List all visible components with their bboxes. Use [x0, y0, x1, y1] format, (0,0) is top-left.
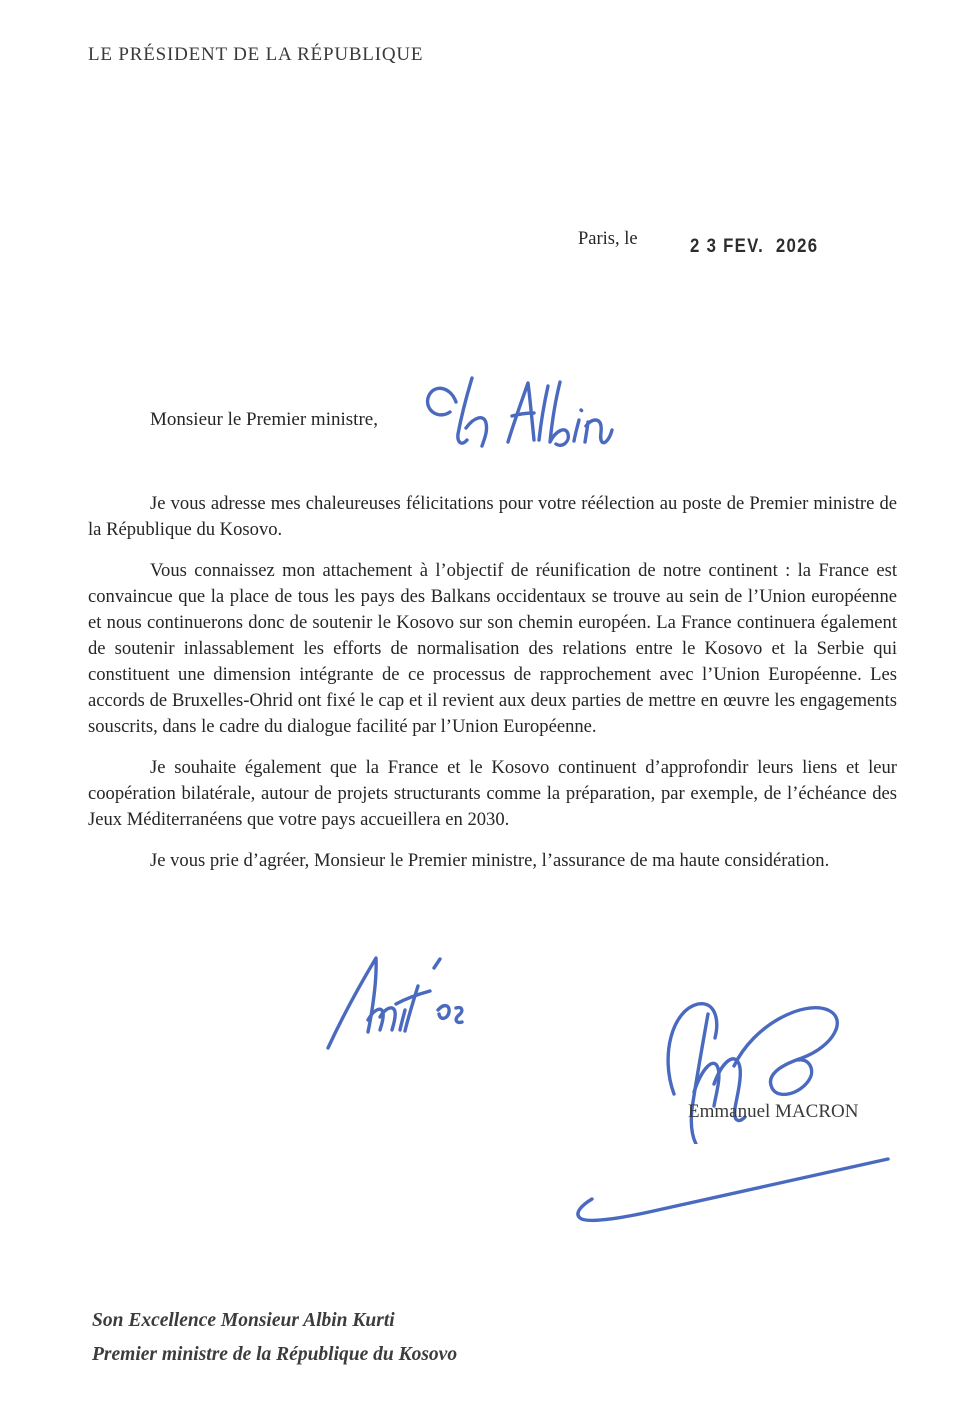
signature-handwritten: [646, 994, 859, 1149]
signature-flourish: [566, 1147, 896, 1234]
paragraph-3: Je souhaite également que la France et le Kosovo continuent d’approfondir leurs liens et leur coopération bilatérale, autour de projets structurants comme la préparation, par exemple, de l’échéance des Jeux Méditerranéens que votre pays accueillera en 2030.: [88, 757, 897, 830]
recipient-name: Son Excellence Monsieur Albin Kurti: [92, 1310, 395, 1331]
letterhead-title: LE PRÉSIDENT DE LA RÉPUBLIQUE: [88, 44, 424, 65]
salutation: Monsieur le Premier ministre,: [150, 409, 378, 430]
date-stamp: 2 3 FEV. 2026: [690, 235, 819, 257]
paragraph-2: Vous connaissez mon attachement à l’objectif de réunification de notre continent : la France est convaincue que la place de tous les pays des Balkans occidentaux se trouve au sein de l’Union européenne et nous continuerons donc de soutenir le Kosovo sur son chemin européen. La France continuera également de soutenir inlassablement les efforts de normalisation des relations entre le Kosovo et la Serbie qui constituent une dimension intégrante de ce processus de rapprochement avec l’Union Européenne. Les accords de Bruxelles-Ohrid ont fixé le cap et il revient aux deux parties de mettre en œuvre les engagements souscrits, dans le cadre du dialogue facilité par l’Union Européenne.: [88, 560, 897, 737]
signature-flourish-ink: [566, 1147, 896, 1229]
recipient-block: [92, 1304, 457, 1372]
handwritten-closing-ink: [318, 946, 483, 1061]
paragraph-4: Je vous prie d’agréer, Monsieur le Premier ministre, l’assurance de ma haute considération.: [150, 850, 830, 871]
paragraph-1: Je vous adresse mes chaleureuses félicitations pour votre réélection au poste de Premier ministre de la République du Kosovo.: [88, 493, 897, 540]
handwritten-greeting-ink: [416, 372, 616, 454]
signer-printed-name: Emmanuel MACRON: [688, 1101, 859, 1122]
handwritten-closing: [318, 946, 483, 1066]
letter-body: [88, 491, 897, 889]
dateline-place: Paris, le: [578, 229, 638, 249]
handwritten-greeting: [416, 372, 616, 459]
recipient-title: Premier ministre de la République du Kosovo: [92, 1344, 458, 1365]
